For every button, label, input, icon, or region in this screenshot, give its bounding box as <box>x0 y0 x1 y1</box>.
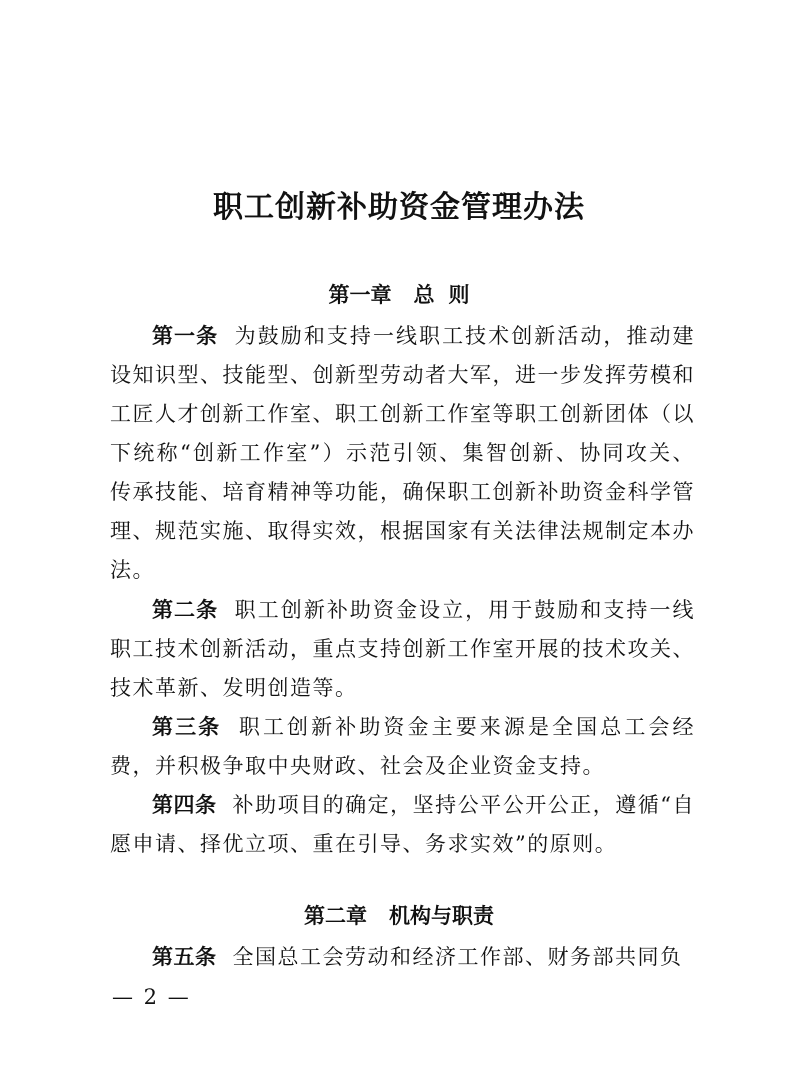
article-text: 职工创新补助资金主要来源是全国总工会经费，并积极争取中央财政、社会及企业资金支持。 <box>110 715 696 778</box>
chapter-heading-1 <box>0 279 798 311</box>
article-label: 第二条 <box>152 598 219 622</box>
article-text: 为鼓励和支持一线职工技术创新活动，推动建设知识型、技能型、创新型劳动者大军，进一步发挥劳模和工匠人才创新工作室、职工创新工作室等职工创新团体（以下统称“创新工作室”）示范引领、集智创新、协同攻关、传承技能、培育精神等功能，确保职工创新补助资金科学管理、规范实施、取得实效，根据国家有关法律法规制定本办法。 <box>110 324 696 582</box>
article-label: 第四条 <box>152 793 217 817</box>
chapter-number: 第二章 <box>304 904 367 928</box>
chapter-heading-2 <box>0 900 798 932</box>
article-paragraph-3 <box>110 708 695 786</box>
chapter-name-char: 则 <box>448 283 470 307</box>
article-text: 职工创新补助资金设立，用于鼓励和支持一线职工技术创新活动，重点支持创新工作室开展的技术攻关、技术革新、发明创造等。 <box>110 598 696 700</box>
document-title: 职工创新补助资金管理办法 <box>213 190 585 225</box>
article-label: 第一条 <box>152 324 219 348</box>
article-text: 补助项目的确定，坚持公平公开公正，遵循“自愿申请、择优立项、重在引导、务求实效”的原则。 <box>110 793 696 856</box>
chapter-name-char: 总 <box>413 283 435 307</box>
article-paragraph-5 <box>110 938 695 977</box>
chapter-name: 机构与职责 <box>389 904 494 928</box>
chapter-number: 第一章 <box>328 283 392 307</box>
article-label: 第五条 <box>152 945 217 969</box>
article-text: 全国总工会劳动和经济工作部、财务部共同负 <box>232 945 683 969</box>
article-paragraph-1 <box>110 317 695 590</box>
article-label: 第三条 <box>152 715 222 739</box>
page-number: — 2 — <box>112 985 191 1009</box>
article-paragraph-2 <box>110 591 695 708</box>
article-paragraph-4 <box>110 786 695 864</box>
